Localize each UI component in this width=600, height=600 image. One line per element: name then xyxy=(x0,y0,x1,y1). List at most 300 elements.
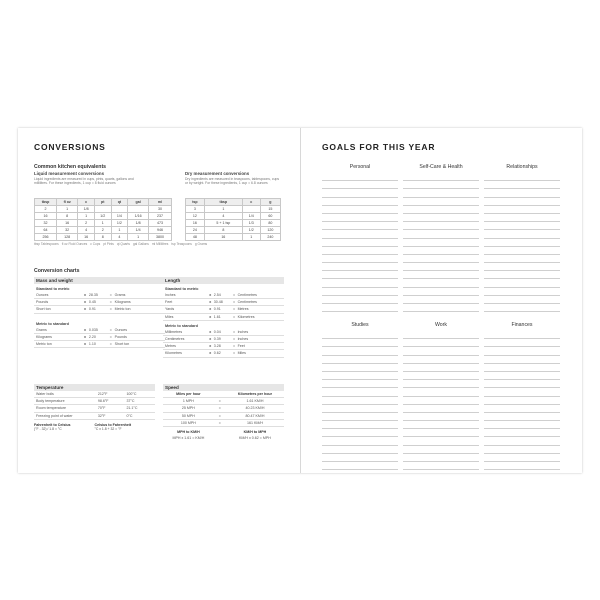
liquid-cell xyxy=(111,206,128,213)
goal-line xyxy=(484,437,560,445)
temperature-cell: 32°F xyxy=(97,413,106,418)
goal-line xyxy=(322,296,398,304)
dry-cell: 12 xyxy=(186,213,205,220)
goal-line xyxy=(484,206,560,214)
conversion-cell: 0.91 xyxy=(88,307,96,312)
goal-line xyxy=(403,271,479,279)
goal-line xyxy=(403,421,479,429)
temperature-cell: Freezing point of water xyxy=(36,413,73,418)
conversion-cell: = xyxy=(232,314,236,319)
goal-line xyxy=(403,388,479,396)
liquid-cell: 8 xyxy=(94,234,111,241)
liquid-header: gal xyxy=(128,199,149,206)
liquid-cell: 473 xyxy=(149,220,172,227)
goal-heading: Relationships xyxy=(506,164,538,170)
liquid-cell: 2 xyxy=(78,220,95,227)
goal-line xyxy=(322,388,398,396)
conversion-row xyxy=(163,336,284,343)
dry-cell: 1 xyxy=(242,234,260,241)
goal-line xyxy=(403,347,479,355)
goal-line xyxy=(322,173,398,181)
liquid-cell: 30 xyxy=(149,206,172,213)
dry-cell: 240 xyxy=(260,234,280,241)
temperature-row xyxy=(34,405,155,412)
conversion-cell: x xyxy=(209,351,212,356)
liquid-cell: 1/16 xyxy=(128,213,149,220)
conversion-cell: Centimetres xyxy=(237,293,257,298)
temperature-cell: 37°C xyxy=(126,399,135,404)
goal-line xyxy=(322,446,398,454)
temperature-box xyxy=(34,384,155,431)
goal-line xyxy=(403,454,479,462)
temperature-row xyxy=(34,391,155,398)
goal-line xyxy=(322,397,398,405)
liquid-header: tbsp xyxy=(35,199,57,206)
goal-line xyxy=(403,189,479,197)
goal-line xyxy=(322,462,398,470)
temperature-cell: Room temperature xyxy=(36,406,66,411)
goal-line xyxy=(322,339,398,347)
goal-line xyxy=(484,263,560,271)
liquid-cell: 16 xyxy=(78,234,95,241)
goal-line xyxy=(322,421,398,429)
mass-sub1: Standard to metric xyxy=(36,287,70,291)
conversion-cell: Metres xyxy=(165,344,176,349)
goal-line xyxy=(484,239,560,247)
goal-line xyxy=(484,421,560,429)
conversion-row xyxy=(163,343,284,350)
legend-item: ml Millilitres xyxy=(151,242,169,246)
conversion-row xyxy=(34,292,165,299)
conversion-row xyxy=(163,299,284,306)
goal-line xyxy=(322,372,398,380)
speed-cell: = xyxy=(218,399,221,404)
goal-line xyxy=(403,181,479,189)
liquid-row xyxy=(35,220,172,227)
speed-cell: 100 MPH xyxy=(180,420,196,425)
conversion-cell: Inches xyxy=(237,337,249,342)
goal-line xyxy=(403,405,479,413)
conversion-cell: 0.91 xyxy=(213,307,221,312)
goal-line xyxy=(322,364,398,372)
goal-line xyxy=(403,446,479,454)
liquid-cell: 64 xyxy=(35,227,57,234)
liquid-cell: 946 xyxy=(149,227,172,234)
dry-cell: 3 xyxy=(186,206,205,213)
goal-heading: Studies xyxy=(351,322,369,328)
liquid-cell: 1 xyxy=(111,227,128,234)
liquid-cell: 1 xyxy=(78,213,95,220)
liquid-cell: 2 xyxy=(35,206,57,213)
temperature-cell: 70°F xyxy=(97,406,106,411)
temperature-cell: 98.6°F xyxy=(97,399,109,404)
goal-heading: Work xyxy=(434,322,447,328)
liquid-row xyxy=(35,227,172,234)
conversion-cell: x xyxy=(84,307,87,312)
conversion-cell: x xyxy=(209,329,212,334)
dry-row xyxy=(186,220,281,227)
speed-cell: = xyxy=(218,413,221,418)
goal-line xyxy=(484,198,560,206)
dry-row xyxy=(186,213,281,220)
dry-cell: 15 xyxy=(260,206,280,213)
liquid-cell: 1/2 xyxy=(94,213,111,220)
dry-header: tbsp xyxy=(204,199,242,206)
speed-cell: = xyxy=(218,420,221,425)
liquid-cell: 1/2 xyxy=(111,220,128,227)
f-to-c-formula: (°F - 32) / 1.8 = °C xyxy=(34,426,62,431)
conversion-cell: Miles xyxy=(237,351,246,356)
temperature-row xyxy=(34,398,155,405)
conversion-cell: Miles xyxy=(165,314,174,319)
dry-cell: 16 xyxy=(186,220,205,227)
goal-line xyxy=(403,437,479,445)
dry-cell: 1/2 xyxy=(242,227,260,234)
conversion-cell: = xyxy=(109,342,112,347)
goal-column xyxy=(484,322,560,470)
conversion-cell: = xyxy=(109,300,112,305)
goal-line xyxy=(403,255,479,263)
conversion-cell: = xyxy=(109,327,112,332)
conversion-cell: Kilometres xyxy=(237,314,255,319)
conversion-cell: Grams xyxy=(114,293,126,298)
speed-col1: Miles per hour xyxy=(176,392,201,397)
goal-line xyxy=(484,462,560,470)
goal-line xyxy=(484,173,560,181)
goal-line xyxy=(322,304,398,312)
goal-line xyxy=(484,247,560,255)
speed-col2: Kilometres per hour xyxy=(237,392,273,397)
goal-line xyxy=(484,255,560,263)
conversion-cell: = xyxy=(232,293,236,298)
dry-header: tsp xyxy=(186,199,205,206)
conversion-cell: Kilometres xyxy=(165,351,182,356)
conversion-cell: Metric ton xyxy=(114,307,131,312)
goal-line xyxy=(484,230,560,238)
conversion-cell: 28.35 xyxy=(88,293,98,298)
goal-line xyxy=(403,214,479,222)
goal-heading: Personal xyxy=(349,164,371,170)
liquid-cell: 4 xyxy=(111,234,128,241)
conversion-cell: x xyxy=(84,327,87,332)
conversion-cell: Kilograms xyxy=(36,334,52,339)
goal-line xyxy=(484,279,560,287)
conversion-cell: Inches xyxy=(165,293,176,298)
goal-line xyxy=(403,239,479,247)
charts-heading: Conversion charts xyxy=(34,268,80,274)
speed-f1-label: MPH to KM/H xyxy=(177,430,200,435)
goal-line xyxy=(403,222,479,230)
conversion-cell: Pounds xyxy=(36,300,49,305)
goal-line xyxy=(322,189,398,197)
goal-line xyxy=(403,288,479,296)
goal-line xyxy=(484,296,560,304)
conversions-page xyxy=(18,128,301,473)
goal-line xyxy=(484,446,560,454)
conversion-cell: 0.62 xyxy=(213,351,221,356)
conversion-row xyxy=(34,306,165,313)
goal-line xyxy=(484,181,560,189)
dry-note: Dry ingredients are measured in teaspoons, tablespoons, cups or by weight. For these ingredients, 1 cup = 6.8 ounces xyxy=(185,177,280,185)
dry-row xyxy=(186,206,281,213)
conversion-cell: Ounces xyxy=(114,327,128,332)
conversion-cell: 1.10 xyxy=(88,342,96,347)
temperature-cell: Body temperature xyxy=(36,399,65,404)
conversion-row xyxy=(163,350,284,357)
goal-heading: Self-Care & Health xyxy=(419,164,463,170)
dry-title: Dry measurement conversions xyxy=(185,171,250,176)
goal-line xyxy=(322,429,398,437)
mass-box xyxy=(34,277,165,348)
liquid-cell: 1 xyxy=(94,220,111,227)
speed-cell: 1 MPH xyxy=(182,399,194,404)
temperature-title: Temperature xyxy=(34,384,155,391)
conversion-row xyxy=(34,299,165,306)
liquid-row xyxy=(35,234,172,241)
liquid-cell: 1/4 xyxy=(111,213,128,220)
dry-cell: 120 xyxy=(260,227,280,234)
goal-line xyxy=(484,364,560,372)
conversion-cell: = xyxy=(109,334,112,339)
goal-line xyxy=(403,364,479,372)
conversion-cell: = xyxy=(232,307,236,312)
goal-line xyxy=(403,263,479,271)
conversion-cell: = xyxy=(232,337,236,342)
conversion-cell: = xyxy=(109,307,112,312)
conversion-row xyxy=(163,314,284,321)
goal-heading: Finances xyxy=(511,322,533,328)
planner-spread xyxy=(18,128,582,473)
speed-cell: 40.23 KM/H xyxy=(245,406,265,411)
temperature-row xyxy=(34,413,155,420)
goal-line xyxy=(484,356,560,364)
conversion-cell: Grams xyxy=(36,327,47,332)
liquid-cell: 1/8 xyxy=(78,206,95,213)
goal-line xyxy=(403,173,479,181)
goal-line xyxy=(484,372,560,380)
goal-line xyxy=(322,255,398,263)
dry-row xyxy=(186,227,281,234)
liquid-header: ml xyxy=(149,199,172,206)
speed-row xyxy=(163,398,284,405)
goal-line xyxy=(322,239,398,247)
conversion-cell: = xyxy=(232,344,236,349)
c-to-f-formula: °C x 1.8 + 32 = °F xyxy=(94,426,122,431)
conversion-cell: x xyxy=(84,334,87,339)
legend-item: tsp Teaspoons xyxy=(171,242,192,246)
goal-line xyxy=(484,429,560,437)
goal-line xyxy=(403,304,479,312)
liquid-cell: 1/4 xyxy=(128,227,149,234)
speed-cell: 161 KM/H xyxy=(246,420,263,425)
conversion-row xyxy=(163,306,284,313)
goal-line xyxy=(403,296,479,304)
goal-line xyxy=(322,413,398,421)
liquid-cell: 128 xyxy=(57,234,78,241)
conversion-cell: x xyxy=(84,342,87,347)
conversion-cell: Ounces xyxy=(36,293,49,298)
goal-line xyxy=(403,397,479,405)
goal-line xyxy=(322,230,398,238)
goal-line xyxy=(322,263,398,271)
dry-table xyxy=(185,198,281,241)
conversion-cell: 0.04 xyxy=(213,329,221,334)
goal-line xyxy=(484,288,560,296)
mass-sub2: Metric to standard xyxy=(36,321,69,326)
goal-line xyxy=(322,198,398,206)
goal-line xyxy=(403,462,479,470)
liquid-cell: 1 xyxy=(57,206,78,213)
goal-line xyxy=(484,413,560,421)
liquid-cell: 32 xyxy=(35,220,57,227)
conversion-cell: Metres xyxy=(237,307,249,312)
dry-cell: 1 xyxy=(204,206,242,213)
kitchen-heading: Common kitchen equivalents xyxy=(34,164,107,170)
goal-line xyxy=(322,206,398,214)
conversion-cell: x xyxy=(209,293,212,298)
liquid-row xyxy=(35,213,172,220)
dry-cell: 8 xyxy=(204,227,242,234)
conversion-cell: 3.28 xyxy=(213,344,221,349)
conversion-row xyxy=(34,341,165,348)
goals-title: GOALS FOR THIS YEAR xyxy=(322,142,436,152)
goal-line xyxy=(403,413,479,421)
liquid-cell: 2 xyxy=(94,227,111,234)
goal-line xyxy=(484,397,560,405)
speed-cell: 80.47 KM/H xyxy=(245,413,265,418)
liquid-cell: 4 xyxy=(78,227,95,234)
goal-line xyxy=(403,206,479,214)
goal-line xyxy=(484,214,560,222)
temperature-cell: 212°F xyxy=(97,392,108,397)
conversion-row xyxy=(34,327,165,334)
abbreviation-legend xyxy=(34,242,210,246)
temperature-cell: 21.1°C xyxy=(126,406,138,411)
goal-line xyxy=(322,181,398,189)
conversion-cell: x xyxy=(209,314,212,319)
liquid-header: pt xyxy=(94,199,111,206)
conversion-cell: 0.39 xyxy=(213,337,221,342)
liquid-cell: 16 xyxy=(57,220,78,227)
conversion-cell: = xyxy=(232,329,236,334)
goal-line xyxy=(484,339,560,347)
conversion-cell: Inches xyxy=(237,329,249,334)
goal-line xyxy=(322,271,398,279)
goal-line xyxy=(484,271,560,279)
goal-line xyxy=(322,347,398,355)
goal-line xyxy=(322,331,398,339)
speed-f2: KM/H x 0.62 = MPH xyxy=(239,436,271,441)
liquid-note: Liquid ingredients are measured in cups, pints, quarts, gallons and millilitres. For these ingredients, 1 cup = 8 fluid ounces xyxy=(34,177,134,185)
goal-line xyxy=(403,230,479,238)
dry-cell: 48 xyxy=(186,234,205,241)
goal-line xyxy=(484,304,560,312)
speed-cell: 25 MPH xyxy=(181,406,195,411)
dry-header: g xyxy=(260,199,280,206)
goal-line xyxy=(484,189,560,197)
goal-column xyxy=(403,322,479,470)
conversion-cell: x xyxy=(209,300,212,305)
conversion-cell: Short ton xyxy=(36,307,51,312)
conversion-cell: 0.035 xyxy=(88,327,98,332)
liquid-title: Liquid measurement conversions xyxy=(34,171,105,176)
length-title: Length xyxy=(163,277,284,284)
conversion-cell: 0.45 xyxy=(88,300,96,305)
speed-cell: = xyxy=(218,406,221,411)
length-sub2: Metric to standard xyxy=(165,323,198,328)
goal-line xyxy=(484,380,560,388)
conversion-cell: x xyxy=(84,293,87,298)
length-sub1: Standard to metric xyxy=(165,287,199,291)
dry-cell: 4 xyxy=(204,213,242,220)
liquid-table xyxy=(34,198,172,241)
goal-line xyxy=(322,222,398,230)
goal-line xyxy=(322,454,398,462)
speed-title: Speed xyxy=(163,384,284,391)
conversion-cell: Centimetres xyxy=(237,300,257,305)
legend-item: tbsp Tablespoons xyxy=(34,242,59,246)
goal-line xyxy=(403,380,479,388)
goal-line xyxy=(322,288,398,296)
conversion-cell: x xyxy=(209,307,212,312)
goals-page xyxy=(301,128,582,473)
legend-item: fl oz Fluid Ounces xyxy=(61,242,88,246)
conversion-cell: Yards xyxy=(165,307,175,312)
liquid-cell: 16 xyxy=(35,213,57,220)
goal-line xyxy=(322,405,398,413)
conversion-cell: = xyxy=(109,293,112,298)
conversion-row xyxy=(34,334,165,341)
dry-cell: 60 xyxy=(260,213,280,220)
dry-cell: 1/4 xyxy=(242,213,260,220)
liquid-header: c xyxy=(78,199,95,206)
dry-header: c xyxy=(242,199,260,206)
dry-cell: 80 xyxy=(260,220,280,227)
goal-line xyxy=(322,279,398,287)
legend-item: qt Quarts xyxy=(116,242,130,246)
goal-column xyxy=(484,164,560,312)
conversion-cell: Metric ton xyxy=(36,342,52,347)
dry-cell xyxy=(242,206,260,213)
conversion-cell: x xyxy=(209,337,212,342)
mass-title: Mass and weight xyxy=(34,277,165,284)
goal-line xyxy=(322,214,398,222)
dry-cell: 5 + 1 tsp xyxy=(204,220,242,227)
goal-line xyxy=(484,347,560,355)
liquid-header: qt xyxy=(111,199,128,206)
goal-line xyxy=(403,429,479,437)
speed-row xyxy=(163,420,284,427)
conversion-cell: Feet xyxy=(237,344,245,349)
conversion-cell: 2.54 xyxy=(213,293,221,298)
speed-row xyxy=(163,413,284,420)
goal-line xyxy=(322,380,398,388)
goal-line xyxy=(403,247,479,255)
liquid-cell: 8 xyxy=(57,213,78,220)
goal-line xyxy=(484,405,560,413)
goal-line xyxy=(484,388,560,396)
legend-item: g Grams xyxy=(194,242,208,246)
legend-item: pt Pints xyxy=(103,242,114,246)
conversion-row xyxy=(163,329,284,336)
goal-line xyxy=(403,356,479,364)
temperature-cell: Water boils xyxy=(36,392,54,397)
goal-line xyxy=(484,454,560,462)
speed-row xyxy=(163,405,284,412)
conversion-cell: x xyxy=(84,300,87,305)
goal-column xyxy=(322,322,398,470)
speed-cell: 1.61 KM/H xyxy=(246,399,264,404)
